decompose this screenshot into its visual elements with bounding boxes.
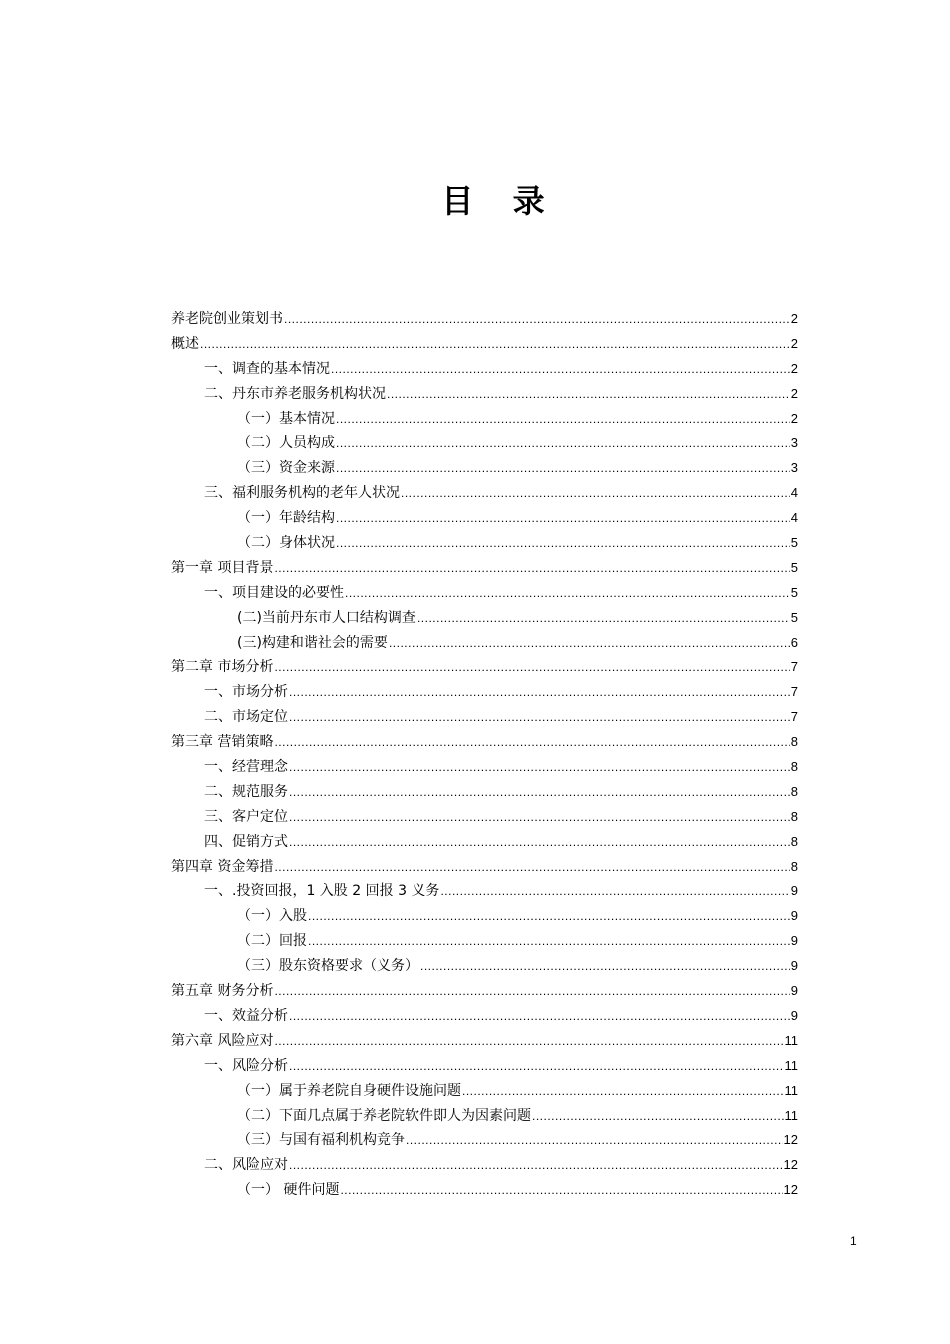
toc-entry-page: 3 (790, 435, 798, 451)
toc-leader-dots (289, 705, 790, 730)
toc-entry[interactable] (171, 1079, 798, 1104)
toc-leader-dots (274, 655, 789, 680)
toc-entry-text: 第五章 财务分析 (171, 983, 274, 1000)
toc-entry-page: 2 (790, 335, 798, 351)
toc-leader-dots (200, 332, 790, 357)
toc-leader-dots (406, 1128, 783, 1153)
toc-entry-text: （一）入股 (237, 908, 307, 925)
toc-entry-page: 11 (784, 1107, 798, 1123)
toc-entry[interactable] (171, 805, 798, 830)
toc-entry[interactable] (171, 979, 798, 1004)
toc-entry-text: 第二章 市场分析 (171, 659, 274, 676)
toc-entry-text: 三、福利服务机构的老年人状况 (204, 485, 400, 502)
toc-entry-text: 二、规范服务 (204, 783, 288, 800)
toc-leader-dots (336, 531, 790, 556)
toc-leader-dots (440, 879, 789, 904)
toc-entry-text: 二、风险应对 (204, 1157, 288, 1174)
toc-entry[interactable] (171, 855, 798, 880)
toc-entry-page: 7 (790, 659, 798, 675)
toc-entry[interactable] (171, 357, 798, 382)
toc-leader-dots (274, 556, 789, 581)
toc-leader-dots (274, 730, 789, 755)
toc-entry-text: （三）与国有福利机构竞争 (237, 1132, 405, 1149)
toc-entry-page: 5 (790, 584, 798, 600)
toc-entry-text: （二）下面几点属于养老院软件即人为因素问题 (237, 1107, 531, 1124)
toc-leader-dots (289, 830, 790, 855)
toc-entry-page: 7 (790, 709, 798, 725)
toc-entry-page: 2 (790, 360, 798, 376)
toc-entry-text: 第三章 营销策略 (171, 734, 274, 751)
toc-entry-page: 8 (790, 783, 798, 799)
toc-leader-dots (336, 456, 790, 481)
toc-entry-page: 7 (790, 684, 798, 700)
toc-entry-text: (二)当前丹东市人口结构调查 (237, 609, 416, 626)
toc-entry-text: （一）年龄结构 (237, 510, 335, 527)
toc-leader-dots (289, 780, 790, 805)
toc-leader-dots (462, 1079, 784, 1104)
toc-entry[interactable] (171, 705, 798, 730)
toc-entry-text: （二）身体状况 (237, 535, 335, 552)
toc-entry[interactable] (171, 307, 798, 332)
toc-entry[interactable] (171, 506, 798, 531)
toc-entry[interactable] (171, 830, 798, 855)
toc-entry[interactable] (171, 680, 798, 705)
toc-entry-page: 2 (790, 311, 798, 326)
toc-entry[interactable] (171, 332, 798, 357)
toc-leader-dots (389, 631, 790, 656)
toc-entry[interactable] (171, 631, 798, 656)
toc-entry[interactable] (171, 456, 798, 481)
toc-entry-page: 12 (783, 1157, 798, 1173)
toc-entry-page: 9 (790, 933, 798, 949)
toc-entry-text: （一）基本情况 (237, 410, 335, 427)
toc-leader-dots (420, 954, 790, 979)
toc-entry-text: （三）资金来源 (237, 460, 335, 477)
toc-entry-page: 11 (784, 1082, 798, 1098)
toc-leader-dots (308, 904, 790, 929)
toc-entry[interactable] (171, 431, 798, 456)
toc-entry[interactable] (171, 531, 798, 556)
toc-entry-page: 9 (790, 908, 798, 924)
toc-leader-dots (289, 1054, 784, 1079)
toc-entry-text: 四、促销方式 (204, 833, 288, 850)
toc-entry-page: 11 (784, 1057, 798, 1073)
toc-title: 目 录 (441, 182, 559, 220)
toc-entry-text: (三)构建和谐社会的需要 (237, 634, 388, 651)
toc-entry[interactable] (171, 780, 798, 805)
toc-entry-text: 养老院创业策划书 (171, 311, 283, 327)
toc-entry[interactable] (171, 1178, 798, 1203)
toc-entry-page: 6 (790, 634, 798, 650)
toc-leader-dots (387, 382, 790, 407)
toc-entry[interactable] (171, 1029, 798, 1054)
toc-entry-page: 9 (790, 958, 798, 974)
toc-entry-page: 8 (790, 833, 798, 849)
toc-entry[interactable] (171, 1128, 798, 1153)
toc-entry-text: 二、丹东市养老服务机构状况 (204, 385, 386, 402)
toc-entry-page: 8 (790, 808, 798, 824)
toc-entry-page: 4 (790, 510, 798, 526)
toc-entry-page: 12 (783, 1182, 798, 1198)
toc-leader-dots (532, 1104, 784, 1129)
toc-entry-page: 11 (784, 1032, 798, 1048)
toc-entry-text: （一） 硬件问题 (237, 1182, 340, 1199)
toc-leader-dots (274, 1029, 783, 1054)
toc-entry-text: 第一章 项目背景 (171, 559, 274, 576)
toc-entry[interactable] (171, 1004, 798, 1029)
toc-entry[interactable] (171, 954, 798, 979)
toc-leader-dots (417, 606, 790, 631)
toc-leader-dots (401, 481, 790, 506)
toc-entry-page: 4 (790, 485, 798, 501)
toc-entry-page: 9 (790, 1007, 798, 1023)
toc-entry-page: 5 (790, 609, 798, 625)
toc-entry[interactable] (171, 904, 798, 929)
toc-entry-text: 一、经营理念 (204, 759, 288, 776)
toc-entry[interactable] (171, 755, 798, 780)
toc-entry[interactable] (171, 407, 798, 432)
toc-entry-page: 8 (790, 759, 798, 775)
toc-entry-page: 5 (790, 535, 798, 551)
toc-leader-dots (336, 407, 790, 432)
toc-entry[interactable] (171, 1104, 798, 1129)
toc-entry-text: 一、效益分析 (204, 1007, 288, 1024)
toc-entry[interactable] (171, 581, 798, 606)
toc-entry-text: 概述 (171, 335, 199, 352)
toc-entry-text: 一、市场分析 (204, 684, 288, 701)
toc-entry[interactable] (171, 929, 798, 954)
toc-entry-page: 2 (790, 385, 798, 401)
toc-entry[interactable] (171, 481, 798, 506)
table-of-contents (171, 307, 798, 1203)
toc-entry-page: 2 (790, 410, 798, 426)
toc-leader-dots (289, 755, 790, 780)
toc-entry[interactable] (171, 730, 798, 755)
toc-entry[interactable] (171, 879, 798, 904)
toc-entry-text: （二）回报 (237, 933, 307, 950)
toc-leader-dots (289, 1004, 790, 1029)
toc-entry-page: 8 (790, 734, 798, 750)
toc-leader-dots (331, 357, 790, 382)
toc-entry-page: 9 (790, 983, 798, 999)
toc-leader-dots (289, 680, 790, 705)
toc-entry-text: （一）属于养老院自身硬件设施问题 (237, 1082, 461, 1099)
toc-entry[interactable] (171, 606, 798, 631)
toc-leader-dots (274, 979, 789, 1004)
toc-entry-text: 一、项目建设的必要性 (204, 584, 344, 601)
toc-entry-text: 二、市场定位 (204, 709, 288, 726)
toc-leader-dots (336, 506, 790, 531)
toc-leader-dots (284, 307, 790, 332)
toc-entry[interactable] (171, 1054, 798, 1079)
toc-entry-text: 一、.投资回报，1 入股 2 回报 3 义务 (204, 883, 440, 900)
page-number: 1 (850, 1234, 857, 1248)
toc-entry[interactable] (171, 655, 798, 680)
toc-leader-dots (345, 581, 790, 606)
toc-entry-text: 第四章 资金筹措 (171, 858, 274, 875)
toc-entry-page: 12 (783, 1132, 798, 1148)
toc-entry-text: 第六章 风险应对 (171, 1032, 274, 1049)
toc-leader-dots (336, 431, 790, 456)
toc-entry-text: 一、调查的基本情况 (204, 360, 330, 377)
toc-entry-page: 5 (790, 559, 798, 575)
toc-entry[interactable] (171, 1153, 798, 1178)
toc-entry[interactable] (171, 382, 798, 407)
toc-leader-dots (289, 1153, 783, 1178)
toc-leader-dots (289, 805, 790, 830)
toc-entry-text: （二）人员构成 (237, 435, 335, 452)
toc-leader-dots (308, 929, 790, 954)
toc-entry-page: 9 (790, 883, 798, 899)
toc-entry-text: （三）股东资格要求（义务） (237, 958, 419, 975)
toc-entry-text: 三、客户定位 (204, 808, 288, 825)
toc-entry-page: 8 (790, 858, 798, 874)
toc-leader-dots (340, 1178, 782, 1203)
toc-leader-dots (274, 855, 789, 880)
toc-entry[interactable] (171, 556, 798, 581)
toc-entry-page: 3 (790, 460, 798, 476)
toc-entry-text: 一、风险分析 (204, 1057, 288, 1074)
